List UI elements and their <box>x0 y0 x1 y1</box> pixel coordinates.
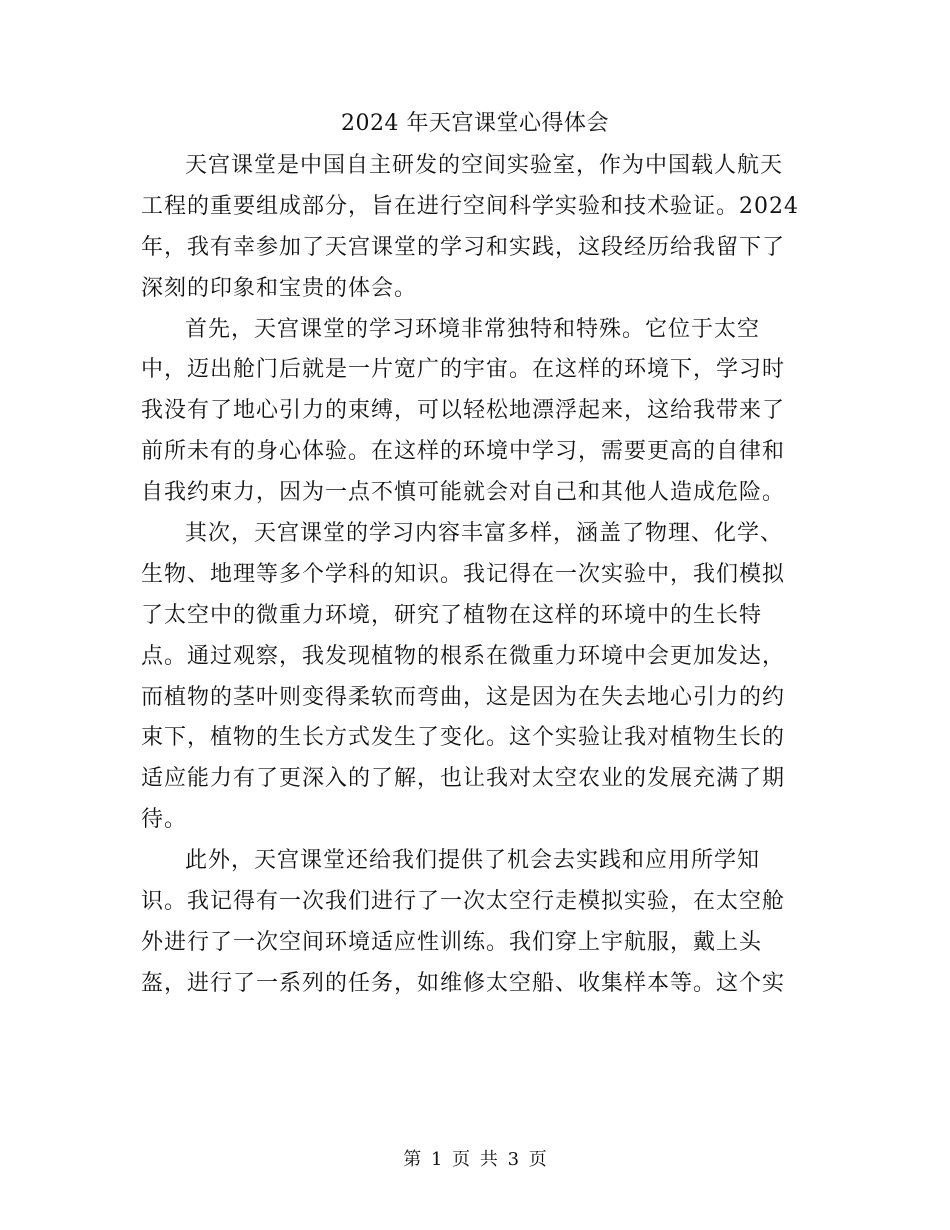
paragraph-3-line-2: 生物、地理等多个学科的知识。我记得在一次实验中，我们模拟 <box>141 561 786 587</box>
paragraph-1-line-3: 年，我有幸参加了天宫课堂的学习和实践，这段经历给我留下了 <box>141 234 786 260</box>
paragraph-1-line-1: 天宫课堂是中国自主研发的空间实验室，作为中国载人航天 <box>185 153 784 178</box>
paragraph-2-line-1: 首先，天宫课堂的学习环境非常独特和特殊。它位于太空 <box>185 316 761 342</box>
document-body <box>141 146 801 1005</box>
paragraph-4-line-3: 外进行了一次空间环境适应性训练。我们穿上宇航服，戴上头 <box>141 929 763 955</box>
paragraph-3-line-1: 其次，天宫课堂的学习内容丰富多样，涵盖了物理、化学、 <box>185 521 784 547</box>
paragraph-2-line-4: 前所未有的身心体验。在这样的环境中学习，需要更高的自律和 <box>141 439 786 465</box>
paragraph-3-line-8: 待。 <box>141 807 188 833</box>
paragraph-2-line-5: 自我约束力，因为一点不慎可能就会对自己和其他人造成危险。 <box>141 480 786 506</box>
paragraph-1-line-4: 深刻的印象和宝贵的体会。 <box>141 275 418 301</box>
paragraph-4-line-4: 盔，进行了一系列的任务，如维修太空船、收集样本等。这个实 <box>141 970 786 996</box>
paragraph-4-line-1: 此外，天宫课堂还给我们提供了机会去实践和应用所学知 <box>185 848 761 874</box>
paragraph-3-line-7: 适应能力有了更深入的了解，也让我对太空农业的发展充满了期 <box>141 766 786 792</box>
paragraph-4-line-2: 识。我记得有一次我们进行了一次太空行走模拟实验，在太空舱 <box>141 889 786 915</box>
paragraph-3-line-6: 束下，植物的生长方式发生了变化。这个实验让我对植物生长的 <box>141 725 786 751</box>
paragraph-3-line-5: 而植物的茎叶则变得柔软而弯曲，这是因为在失去地心引力的约 <box>141 684 786 710</box>
paragraph-2-line-2: 中，迈出舱门后就是一片宽广的宇宙。在这样的环境下，学习时 <box>141 357 786 383</box>
paragraph-2-line-3: 我没有了地心引力的束缚，可以轻松地漂浮起来，这给我带来了 <box>141 398 786 424</box>
document-title: 2024 年天宫课堂心得体会 <box>341 111 609 136</box>
paragraph-3-line-3: 了太空中的微重力环境，研究了植物在这样的环境中的生长特 <box>141 602 763 628</box>
paragraph-1-line-2: 工程的重要组成部分，旨在进行空间科学实验和技术验证。2024 <box>141 193 799 219</box>
paragraph-3-line-4: 点。通过观察，我发现植物的根系在微重力环境中会更加发达， <box>141 643 786 669</box>
page-number-footer: 第 1 页 共 3 页 <box>403 1149 547 1170</box>
